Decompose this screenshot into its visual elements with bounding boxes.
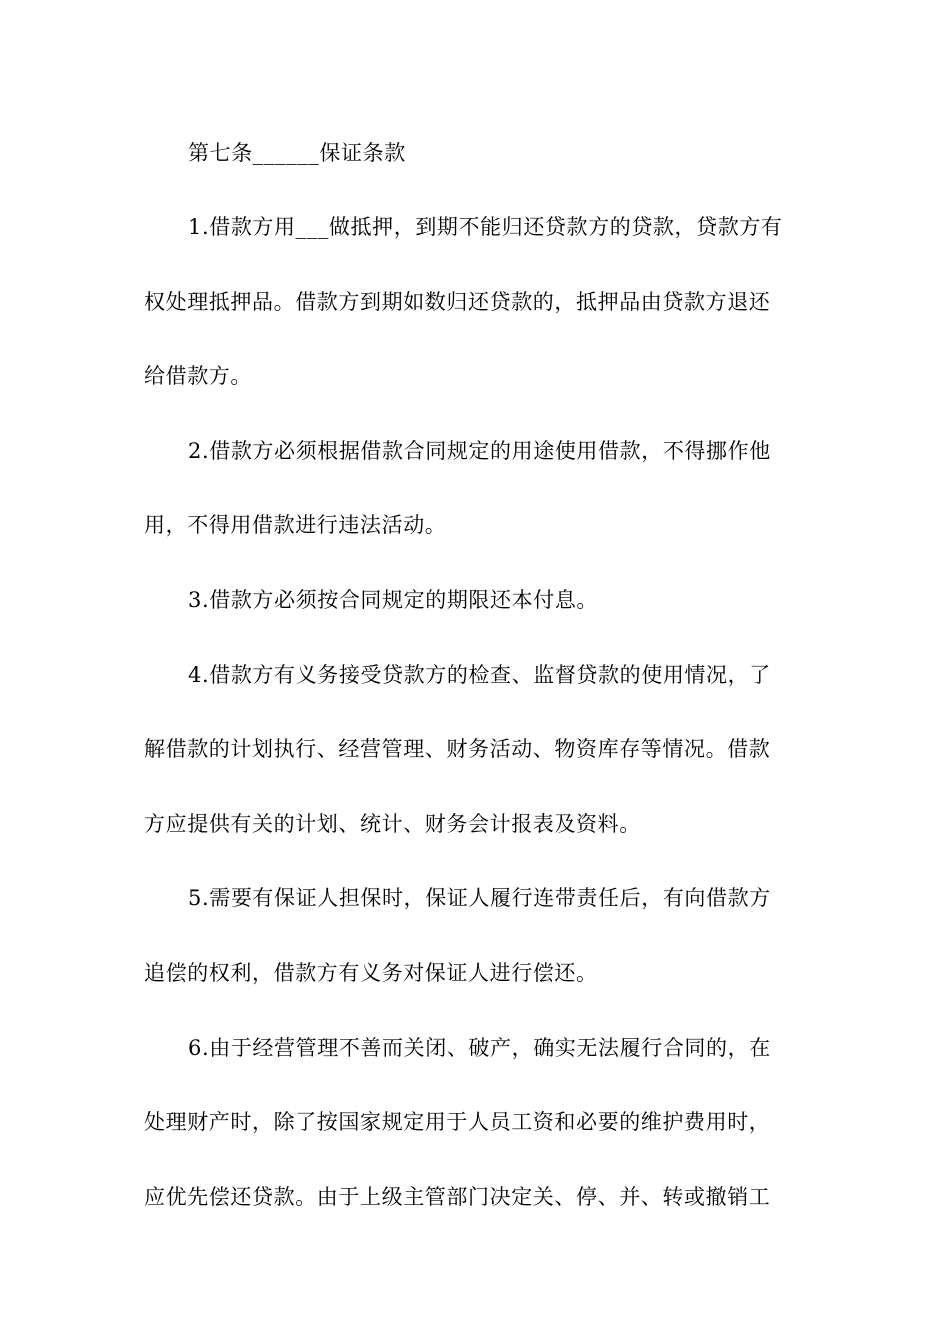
paragraph-line: 给借款方。 <box>144 364 252 388</box>
paragraph-line: 应优先偿还贷款。由于上级主管部门决定关、停、并、转或撤销工 <box>144 1185 771 1209</box>
paragraph-line: 4.借款方有义务接受贷款方的检查、监督贷款的使用情况，了 <box>188 663 771 687</box>
paragraph-line: 权处理抵押品。借款方到期如数归还贷款的，抵押品由贷款方退还 <box>144 290 771 314</box>
paragraph-line: 方应提供有关的计划、统计、财务会计报表及资料。 <box>144 812 641 836</box>
paragraph-line: 处理财产时，除了按国家规定用于人员工资和必要的维护费用时， <box>144 1110 771 1134</box>
paragraph-line: 追偿的权利，借款方有义务对保证人进行偿还。 <box>144 961 598 985</box>
article-heading: 第七条______保证条款 <box>188 141 406 165</box>
paragraph-line: 5.需要有保证人担保时，保证人履行连带责任后，有向借款方 <box>188 886 771 910</box>
paragraph-line: 用，不得用借款进行违法活动。 <box>144 513 447 537</box>
paragraph-line: 2.借款方必须根据借款合同规定的用途使用借款，不得挪作他 <box>188 439 771 463</box>
paragraph-line: 解借款的计划执行、经营管理、财务活动、物资库存等情况。借款 <box>144 737 771 761</box>
paragraph-line: 3.借款方必须按合同规定的期限还本付息。 <box>188 588 599 612</box>
paragraph-line: 6.由于经营管理不善而关闭、破产，确实无法履行合同的，在 <box>188 1036 771 1060</box>
paragraph-line: 1.借款方用___做抵押，到期不能归还贷款方的贷款，贷款方有 <box>188 215 783 239</box>
